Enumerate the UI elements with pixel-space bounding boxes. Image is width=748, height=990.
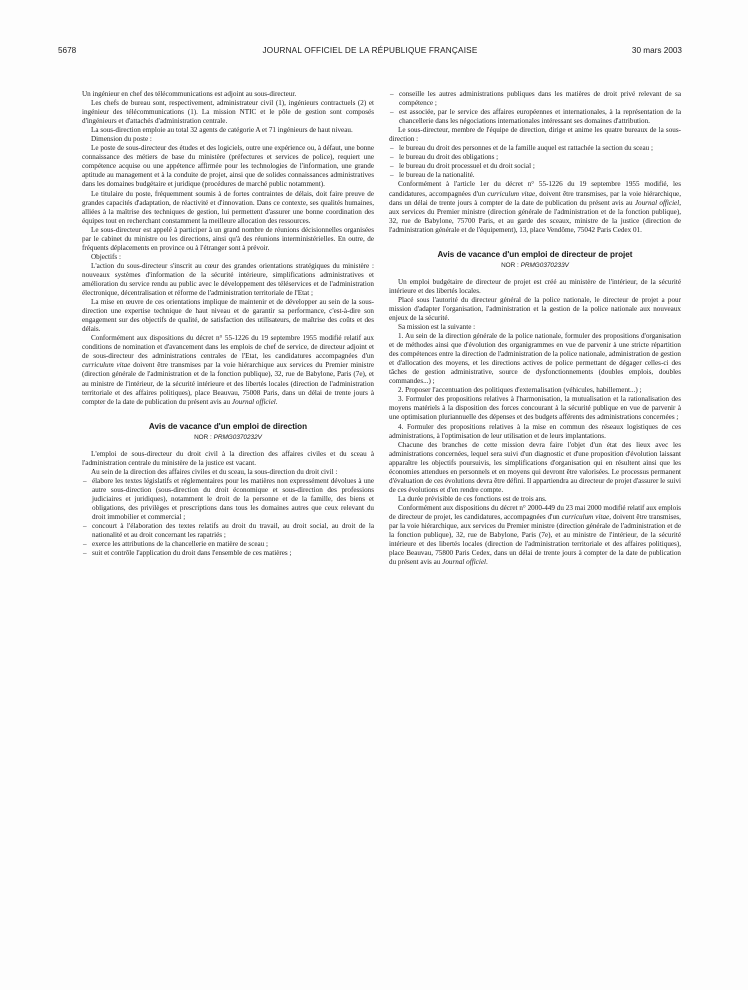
paragraph: [389, 504, 681, 567]
paragraph: 3. Formuler des propositions relatives à l'harmonisation, la mutualisation et la rationalisation des moyens matériels à la disposition des forces concourant à la sécurité publique en vue de parvenir à une optimisation pluriannuelle des dépenses et des budgets afférents des administrations concernées ;: [389, 395, 681, 422]
text-segment: , aux services du Premier ministre (direction générale de l'administration et de la fonction publique), 32, rue de Babylone, 75700 Paris, et au garde des sceaux, ministre de la justice (direction de l'administration générale et de l'équipement), 13, place Vendôme, 75042 Paris Cedex 01.: [389, 198, 682, 234]
nor-reference: [389, 261, 681, 270]
paragraph: Dimension du poste :: [91, 135, 152, 144]
text-segment: , doivent être transmises, par la voie hiérarchique, dans un délai de trente jours à compter de la date de publication du présent avis au: [389, 189, 681, 207]
list-item: – le bureau du droit processuel et du droit social ;: [389, 162, 681, 171]
right-column: [389, 90, 681, 567]
list-item: – suit et contrôle l'application du droit dans l'ensemble de ces matières ;: [82, 549, 374, 558]
paragraph: Un ingénieur en chef des télécommunications est adjoint au sous-directeur.: [82, 90, 297, 98]
list-item: – exerce les attributions de la chancellerie en matière de sceau ;: [82, 540, 374, 549]
text-segment: , doivent être transmises, par la voie hiérarchique, aux services du Premier ministre (direction générale de l'administration et de la fonction publique), 32, rue de Babylone, Paris (7e), et au ministre de l'intérieur, de la sécurité intérieure et des libertés locales (direction de l'administration territoriale et des affaires politiques), place Beauvau, 75800 Paris Cedex, dans un délai de trente jours à compter de la date de publication du présent avis au: [389, 512, 681, 567]
paragraph: Le sous-directeur, membre de l'équipe de direction, dirige et anime les quatre bureaux de la sous-direction :: [389, 126, 681, 144]
text-segment: Conformément à l'article 1er du décret n° 55-1226 du 19 septembre 1955 modifié, les candidatures, accompagnées d'un: [389, 180, 681, 198]
list-item: – conseille les autres administrations publiques dans les matières de droit privé relevant de sa compétence ;: [389, 90, 681, 108]
italic-text: curriculum vitae: [487, 189, 536, 198]
journal-name: Journal officiel: [442, 558, 486, 567]
paragraph: [389, 180, 681, 234]
paragraph: La mise en œuvre de ces orientations implique de maintenir et de développer au sein de la sous-direction une expertise technique de haut niveau et de garantir sa performance, c'est-à-dire son engagement sur des objectifs de qualité, de satisfaction des utilisateurs, de maîtrise des coûts et des délais.: [82, 298, 374, 334]
nor-reference: [82, 433, 374, 442]
list-item: – le bureau du droit des obligations ;: [389, 153, 681, 162]
text-segment: .: [485, 558, 488, 567]
italic-text: curriculum vitae: [561, 512, 610, 521]
italic-text: curriculum vitae: [82, 361, 131, 370]
page-header: [58, 46, 682, 58]
paragraph: Les chefs de bureau sont, respectivement, administrateur civil (1), ingénieurs contractuels (2) et ingénieur des télécommunications (1). La mission NTIC et le pôle de gestion sont composés d'ingénieurs et d'attachés d'administration centrale.: [82, 99, 374, 126]
journal-name: Journal officiel: [231, 397, 276, 406]
nor-code: PRMG0370232V: [213, 433, 262, 441]
list-item: – élabore les textes législatifs et réglementaires pour les matières non expressément dévolues à une autre sous-direction (sous-direction du droit économique et sous-direction des professions judiciaires et juridiques), notamment le droit de la personne et de la famille, des biens et obligations, des privilèges et prescriptions dans tous les domaines autres que ceux relevant du droit immobilier et commercial ;: [82, 477, 374, 522]
paragraph: Un emploi budgétaire de directeur de projet est créé au ministère de l'intérieur, de la sécurité intérieure et des libertés locales.: [389, 277, 681, 295]
paragraph: [82, 334, 374, 406]
paragraph: 1. Au sein de la direction générale de la police nationale, formuler des propositions d'organisation et de méthodes ainsi que d'évolution des organigrammes en vue de parvenir à une stricte répartition des compétences entre la direction de l'administration de la police nationale, administration de gestion et d'allocation des moyens, et les directions actives de police permettant de dégager celles-ci des tâches de gestion administrative, source de dysfonctionnements (doubles emplois, doubles commandes...) ;: [389, 332, 681, 386]
duties-list-continued: [389, 90, 681, 126]
notice-title: Avis de vacance d'un emploi de directeur de projet: [437, 249, 633, 259]
text-segment: Conformément aux dispositions du décret n° 2000-449 du 23 mai 2000 modifié relatif aux emplois de directeur de projet, les candidatures, accompagnées d'un: [389, 503, 681, 521]
paragraph: 2. Proposer l'accentuation des politiques d'externalisation (véhicules, habillement...) ;: [398, 386, 642, 395]
duties-list: [82, 477, 374, 558]
paragraph: L'action du sous-directeur s'inscrit au cœur des grandes orientations stratégiques du ministère : nouveaux systèmes d'information de la sécurité intérieure, simplifications administratives et amélioration du service rendu au public avec le développement des téléservices et de l'administration électronique, décentralisation et réforme de l'administration territoriale de l'Etat ;: [82, 261, 374, 298]
issue-date: 30 mars 2003: [631, 46, 682, 55]
list-item: – le bureau de la nationalité.: [389, 171, 681, 180]
nor-code: PRMG0370233V: [520, 261, 569, 269]
nor-prefix: NOR :: [194, 433, 214, 441]
bureaux-list: [389, 144, 681, 180]
text-segment: doivent être transmises par la voie hiérarchique aux services du Premier ministre (direction générale de l'administration et de la fonction publique), 32, rue de Babylone, Paris (7e), et au ministre de l'intérieur, de la sécurité intérieure et des libertés locales (direction de l'administration territoriale et des affaires politiques), place Beauvau, 75008 Paris, dans un délai de trente jours à compter de la date de publication du présent avis au: [82, 361, 374, 406]
paragraph: La durée prévisible de ces fonctions est de trois ans.: [398, 494, 547, 503]
notice-title: Avis de vacance d'un emploi de direction: [148, 421, 308, 431]
left-column: [82, 90, 374, 558]
paragraph: La sous-direction emploie au total 32 agents de catégorie A et 71 ingénieurs de haut niveau.: [91, 126, 353, 135]
paragraph: Chacune des branches de cette mission devra faire l'objet d'un état des lieux avec les administrations concernées, lequel sera suivi d'un diagnostic et d'une proposition d'évolution laissant apparaître les objectifs poursuivis, les simplifications d'organisation qui en résultent ainsi que les économies attendues en personnels et en moyens qui devront être valorisées. Le processus permanent d'évaluation de ces évolutions devra être défini. Il appartiendra au directeur de projet d'assurer le suivi de ces évolutions et d'en rendre compte.: [389, 440, 681, 494]
journal-name: Journal officiel: [634, 198, 680, 207]
nor-prefix: NOR :: [501, 261, 521, 269]
paragraph: Placé sous l'autorité du directeur général de la police nationale, le directeur de projet a pour mission d'adapter l'organisation, l'administration et la gestion de la police nationale aux nouveaux enjeux de la sécurité.: [389, 295, 681, 322]
text-segment: Conformément aux dispositions du décret n° 55-1226 du 19 septembre 1955 modifié relatif aux conditions de nomination et d'avancement dans les emplois de chef de service, de directeur adjoint et de sous-directeur des administrations centrales de l'Etat, les candidatures accompagnées d'un: [82, 334, 374, 361]
list-item: – le bureau du droit des personnes et de la famille auquel est rattachée la section du sceau ;: [389, 144, 681, 153]
paragraph: Le poste de sous-directeur des études et des logiciels, outre une expérience ou, à défaut, une bonne connaissance des métiers de base du ministère (préfectures et services de police), requiert une compétence acquise ou une appétence affirmée pour les technologies de l'information, une grande aptitude au management et à la conduite de projet, ainsi que de solides connaissances administratives dans les domaines budgétaire et juridique (procédures de marché public notamment).: [82, 144, 374, 189]
paragraph: L'emploi de sous-directeur du droit civil à la direction des affaires civiles et du sceau à l'administration centrale du ministère de la justice est vacant.: [82, 449, 374, 467]
paragraph: Le sous-directeur est appelé à participer à un grand nombre de réunions décisionnelles organisées par le cabinet du ministre ou les directions, ainsi qu'à des réunions interministérielles. En outre, de fréquents déplacements en province ou à l'étranger sont à prévoir.: [82, 225, 374, 252]
paragraph: Au sein de la direction des affaires civiles et du sceau, la sous-direction du droit civil :: [91, 467, 338, 476]
paragraph: Sa mission est la suivante :: [398, 322, 476, 331]
journal-title: JOURNAL OFFICIEL DE LA RÉPUBLIQUE FRANÇAISE: [262, 46, 478, 55]
list-item: – est associée, par le service des affaires européennes et internationales, à la représentation de la chancellerie dans les négociations internationales intéressant ses domaines d'attribution.: [389, 108, 681, 126]
list-item: – concourt à l'élaboration des textes relatifs au droit du travail, au droit social, au droit de la nationalité et au droit concernant les rapatriés ;: [82, 522, 374, 540]
paragraph: Objectifs :: [91, 252, 121, 261]
page-number: 5678: [58, 46, 77, 55]
text-segment: .: [275, 397, 278, 406]
paragraph: 4. Formuler des propositions relatives à la mise en commun des réseaux logistiques de ces administrations, à l'optimisation de leur utilisation et de leurs implantations.: [389, 422, 681, 440]
paragraph: Le titulaire du poste, fréquemment soumis à de fortes contraintes de délais, doit faire preuve de grandes capacités d'adaptation, de réactivité et d'innovation. Dans ce contexte, ses qualités humaines, alliées à la maîtrise des techniques de gestion, lui permettent d'assurer une bonne coordination des équipes tout en recherchant constamment la meilleure allocation des ressources.: [82, 189, 374, 225]
